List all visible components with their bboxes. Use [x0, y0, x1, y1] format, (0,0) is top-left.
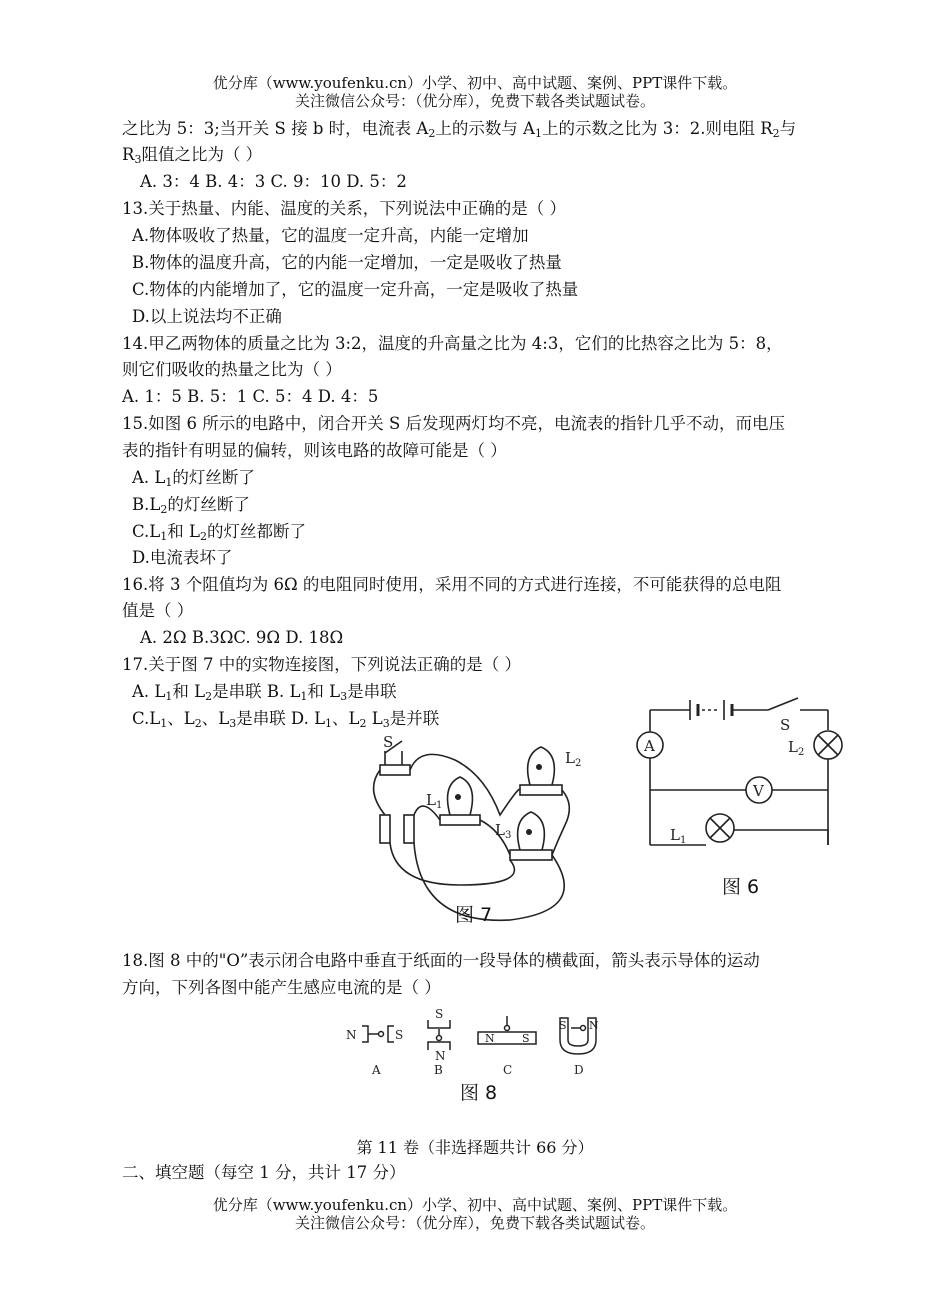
switch-base	[380, 765, 410, 775]
fig8-b-n: N	[435, 1049, 446, 1063]
q16-options: A. 2Ω B.3ΩC. 9Ω D. 18Ω	[140, 628, 344, 647]
figure-6-caption: 图 6	[722, 876, 760, 898]
fig7-label-l1: $L_1$	[426, 791, 443, 811]
fig6-label-l1: $L_1$	[670, 826, 687, 846]
fig6-label-l2: $L_2$	[788, 738, 805, 758]
figure-7-caption: 图 7	[455, 904, 493, 926]
q13-stem: 13.关于热量、内能、温度的关系，下列说法中正确的是（ ）	[122, 199, 566, 218]
figure-8-caption: 图 8	[460, 1082, 498, 1104]
footer-line-2: 关注微信公众号：（优分库），免费下载各类试题试卷。	[294, 1214, 655, 1232]
q13-option-c: C.物体的内能增加了，它的温度一定升高，一定是吸收了热量	[132, 280, 579, 299]
fig8-label-d: D	[574, 1063, 584, 1077]
q18-line-2: 方向，下列各图中能产生感应电流的是（ ）	[122, 978, 441, 997]
figure-6-drawing	[628, 690, 858, 855]
q17-stem: 17.关于图 7 中的实物连接图，下列说法正确的是（ ）	[122, 655, 521, 674]
fig8-d-n: N	[589, 1019, 599, 1032]
q13-option-d: D.以上说法均不正确	[132, 307, 282, 326]
fig8-d-s: S	[559, 1019, 567, 1032]
fig8-a-s: S	[395, 1028, 404, 1042]
q12-line-2: $R_3$阻值之比为（ ）	[122, 145, 263, 166]
q12-options: A. 3：4 B. 4：3 C. 9：10 D. 5：2	[140, 172, 407, 191]
fig7-label-l3: $L_3$	[495, 821, 512, 841]
q15-line-2: 表的指针有明显的偏转，则该电路的故障可能是（ ）	[122, 441, 507, 460]
q15-option-a: A. $L_1$的灯丝断了	[132, 468, 255, 489]
q17-options-row-2: $C.L_1$、$L_2$、$L_3$是串联 D. $L_1$、$L_2$ $L_3$是并联	[132, 709, 440, 730]
switch-s	[768, 698, 798, 710]
figure-8-drawing	[340, 1008, 620, 1080]
fig8-a-n: N	[346, 1028, 357, 1042]
fill-in-heading: 二、填空题（每空 1 分，共计 17 分）	[122, 1163, 406, 1182]
q14-line-1: 14.甲乙两物体的质量之比为 3:2，温度的升高量之比为 4:3，它们的比热容之比为 5：8，	[122, 334, 783, 353]
q13-option-b: B.物体的温度升高，它的内能一定增加，一定是吸收了热量	[132, 253, 562, 272]
fig8-c-s: S	[522, 1032, 530, 1045]
section-title: 第 11 卷（非选择题共计 66 分）	[356, 1138, 594, 1157]
q15-option-d: D.电流表坏了	[132, 548, 233, 567]
header-line-1: 优分库（www.youfenku.cn）小学、初中、高中试题、案例、PPT课件下载。	[212, 74, 738, 92]
q14-line-2: 则它们吸收的热量之比为（ ）	[122, 360, 342, 379]
header-line-2: 关注微信公众号：（优分库），免费下载各类试题试卷。	[294, 92, 655, 110]
q18-line-1: 18.图 8 中的"O”表示闭合电路中垂直于纸面的一段导体的横截面，箭头表示导体的运动	[122, 951, 760, 970]
fig8-label-a: A	[372, 1063, 381, 1077]
fig8-b-s: S	[435, 1008, 444, 1021]
fig8-label-c: C	[503, 1063, 513, 1077]
battery-cell-2	[404, 815, 414, 843]
q17-options-row-1: A. $L_1$和 $L_2$是串联 B. $L_1$和 $L_3$是串联	[132, 682, 397, 703]
battery-cell-1	[380, 815, 390, 843]
q15-option-b: $B.L_2$的灯丝断了	[132, 495, 250, 516]
footer-line-1: 优分库（www.youfenku.cn）小学、初中、高中试题、案例、PPT课件下载。	[212, 1196, 738, 1214]
q16-line-2: 值是（ ）	[122, 601, 194, 620]
q13-option-a: A.物体吸收了热量，它的温度一定升高，内能一定增加	[132, 226, 529, 245]
q15-line-1: 15.如图 6 所示的电路中，闭合开关 S 后发现两灯均不亮，电流表的指针几乎不动，而电压	[122, 414, 786, 433]
fig8-c-n: N	[485, 1032, 495, 1045]
fig6-label-v: V	[753, 782, 764, 800]
fig6-label-a: A	[644, 737, 655, 755]
figure-8	[340, 1008, 620, 1084]
q12-line-1: 之比为 5：3;当开关 S 接 b 时，电流表 $A_2$上的示数与 $A_1$上的示数之比为 3：2.则电阻 $R_2$与	[122, 119, 797, 140]
fig7-label-l2: $L_2$	[565, 749, 582, 769]
figure-6	[628, 690, 858, 859]
fig7-label-s: S	[383, 735, 394, 751]
q15-option-c: $C.L_1$和 $L_2$的灯丝都断了	[132, 522, 306, 543]
fig6-label-s: S	[780, 716, 791, 734]
q16-line-1: 16.将 3 个阻值均为 6Ω 的电阻同时使用，采用不同的方式进行连接，不可能获得的总电阻	[122, 575, 782, 594]
fig8-label-b: B	[434, 1063, 443, 1077]
q14-options: A. 1：5 B. 5：1 C. 5：4 D. 4：5	[122, 387, 379, 406]
